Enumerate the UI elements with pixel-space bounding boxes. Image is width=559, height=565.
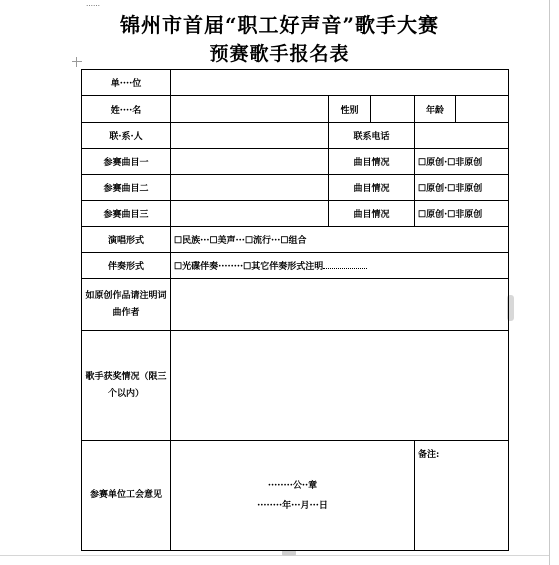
table-row [82, 331, 509, 441]
song1-field[interactable] [171, 149, 329, 175]
table-row [82, 227, 509, 253]
cd-accompaniment-checkbox[interactable]: ☐光碟伴奏········ [174, 262, 244, 272]
original-checkbox[interactable]: ☐原创· [418, 210, 448, 220]
table-row [82, 201, 509, 227]
unit-field[interactable] [171, 70, 509, 96]
page-edge-right [549, 0, 550, 565]
table-row [82, 70, 509, 96]
phone-field[interactable] [415, 123, 509, 149]
union-opinion-label: 参赛单位工会意见 [82, 441, 171, 551]
group-checkbox[interactable]: ☐组合 [280, 236, 307, 246]
song2-field[interactable] [171, 175, 329, 201]
non-original-checkbox[interactable]: ☐非原创 [447, 210, 483, 220]
form-title: 锦州市首届“职工好声音”歌手大赛 [119, 13, 439, 37]
non-original-checkbox[interactable]: ☐非原创 [447, 158, 483, 168]
date-line: ········年···月···日 [257, 500, 328, 511]
table-row [82, 123, 509, 149]
page-edge-bottom [0, 555, 549, 556]
form-subtitle: 预赛歌手报名表 [209, 43, 350, 65]
table-row [82, 96, 509, 123]
name-field[interactable] [171, 96, 329, 123]
accompaniment-label: 伴奏形式 [82, 253, 171, 279]
style-label: 演唱形式 [82, 227, 171, 253]
original-checkbox[interactable]: ☐原创· [418, 158, 448, 168]
original-author-field[interactable] [171, 279, 509, 331]
song2-options [415, 175, 509, 201]
gender-field[interactable] [371, 96, 415, 123]
other-accompaniment-field[interactable] [323, 261, 367, 269]
other-accompaniment-checkbox[interactable]: ☐其它伴奏形式注明 [243, 262, 324, 272]
official-seal-line: ········公··章 [267, 480, 318, 491]
table-row [82, 279, 509, 331]
phone-label: 联系电话 [329, 123, 415, 149]
song2-info-label: 曲目情况 [329, 175, 415, 201]
style-options [171, 227, 509, 253]
song2-label: 参赛曲目二 [82, 175, 171, 201]
original-checkbox[interactable]: ☐原创· [418, 184, 448, 194]
pop-checkbox[interactable]: ☐流行··· [244, 236, 281, 246]
original-author-label: 如原创作品请注明词曲作者 [82, 279, 171, 331]
contact-label: 联·系·人 [82, 123, 171, 149]
song3-field[interactable] [171, 201, 329, 227]
awards-field[interactable] [171, 331, 509, 441]
song1-info-label: 曲目情况 [329, 149, 415, 175]
registration-form-table [81, 69, 509, 551]
age-cell [415, 96, 509, 123]
accompaniment-options [171, 253, 509, 279]
age-field[interactable] [455, 96, 508, 122]
unit-label: 单····位 [82, 70, 171, 96]
remark-label: 备注: [418, 450, 440, 460]
song1-options [415, 149, 509, 175]
name-label: 姓····名 [82, 96, 171, 123]
gender-label: 性别 [329, 96, 371, 123]
non-original-checkbox[interactable]: ☐非原创 [447, 184, 483, 194]
song3-info-label: 曲目情况 [329, 201, 415, 227]
union-opinion-field[interactable] [171, 441, 415, 551]
bel-canto-checkbox[interactable]: ☐美声··· [209, 236, 245, 246]
table-row [82, 441, 509, 551]
page-header-fragment: …… [86, 0, 100, 8]
folk-checkbox[interactable]: ☐民族··· [174, 236, 210, 246]
table-row [82, 175, 509, 201]
age-label: 年龄 [425, 105, 444, 116]
remark-cell[interactable] [415, 441, 509, 551]
song1-label: 参赛曲目一 [82, 149, 171, 175]
contact-field[interactable] [171, 123, 329, 149]
table-row [82, 149, 509, 175]
table-row [82, 253, 509, 279]
song3-options [415, 201, 509, 227]
awards-label: 歌手获奖情况（限三个以内） [82, 331, 171, 441]
song3-label: 参赛曲目三 [82, 201, 171, 227]
